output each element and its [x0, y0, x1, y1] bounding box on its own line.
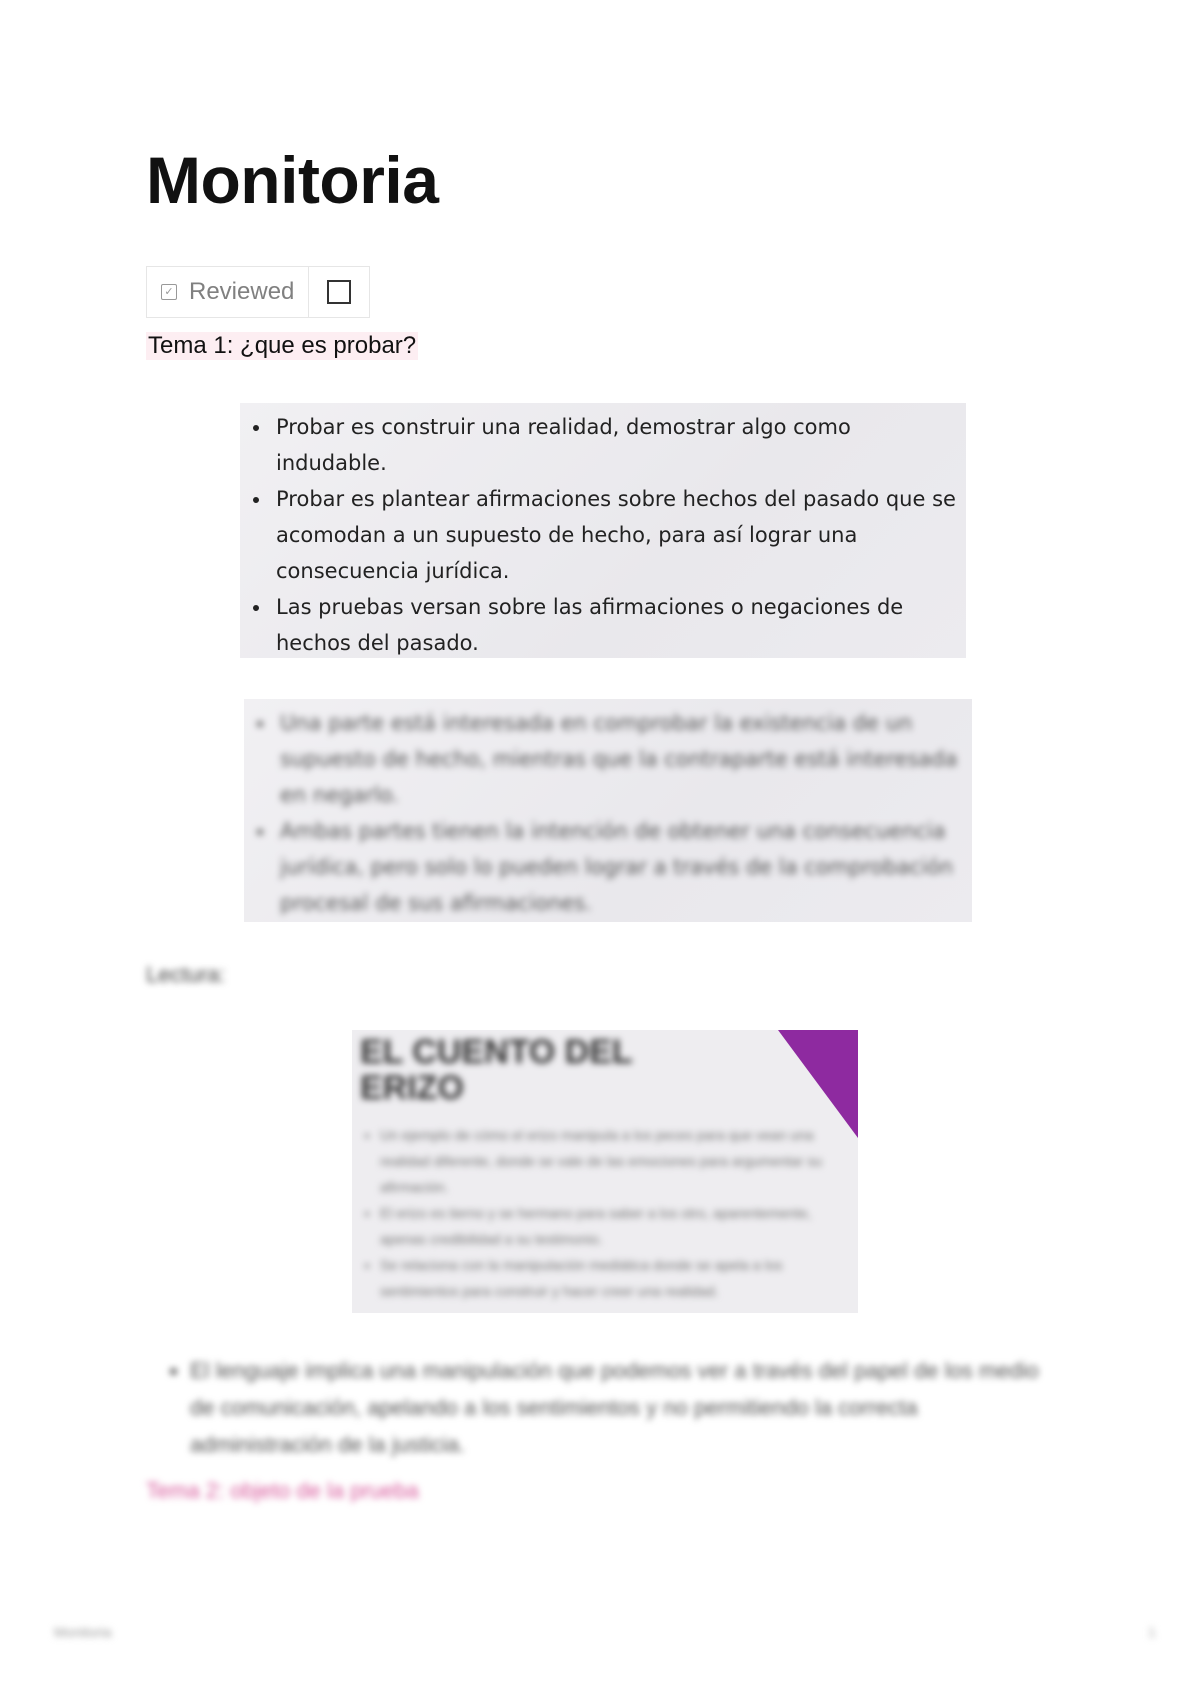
- list-item: • El erizo es tierno y se hermano para saber a los otro, aparentemente, apenas credibilidad a su testimonio.: [380, 1200, 848, 1252]
- list-item: • Ambas partes tienen la intención de obtener una consecuencia jurídica, pero solo lo pueden lograr a través de la comprobación procesal de sus afirmaciones.: [276, 813, 962, 921]
- slide-image-partes: [244, 699, 972, 922]
- checkbox-unchecked-icon: [327, 280, 351, 304]
- heading-tema-1: Tema 1: ¿que es probar?: [148, 332, 417, 359]
- page-title: Monitoria: [146, 143, 439, 217]
- lectura-label: Lectura:: [146, 962, 226, 987]
- reviewed-property-label: [147, 267, 309, 317]
- list-item: • Una parte está interesada en comprobar la existencia de un supuesto de hecho, mientras que la contraparte está interesada en negarlo.: [276, 705, 962, 813]
- list-item: • Las pruebas versan sobre las afirmaciones o negaciones de hechos del pasado.: [272, 589, 956, 658]
- list-item: • Se relaciona con la manipulación mediática donde se apela a los sentimientos para construir y hacer creer una realidad.: [380, 1252, 848, 1304]
- slide-image-probar: [240, 403, 966, 658]
- reviewed-label: Reviewed: [189, 278, 295, 305]
- list-item: • Probar es construir una realidad, demostrar algo como indudable.: [272, 409, 956, 481]
- list-item: • Un ejemplo de cómo el erizo manipula a los peces para que vean una realidad diferente, donde se vale de las emociones para argumentar su afirmación.: [380, 1122, 848, 1200]
- reviewed-property: [146, 266, 370, 318]
- list-item: • Probar es plantear afirmaciones sobre hechos del pasado que se acomodan a un supuesto de hecho, para así lograr una consecuencia jurídica.: [272, 481, 956, 589]
- checkbox-property-icon: ✓: [161, 284, 177, 300]
- footer-title: Monitoria: [54, 1624, 112, 1640]
- slide-title: EL CUENTO DEL ERIZO: [360, 1033, 633, 1107]
- slide-image-cuento-del-erizo: [352, 1030, 858, 1313]
- bullet-lenguaje: [160, 1352, 1060, 1463]
- heading-tema-2: Tema 2: objeto de la prueba: [146, 1478, 419, 1503]
- page-number: 1: [1148, 1624, 1156, 1640]
- list-item: • El lenguaje implica una manipulación que podemos ver a través del papel de los medio de comunicación, apelando a los sentimientos y no permitiendo la correcta administración de la justicia.: [190, 1352, 1060, 1463]
- reviewed-checkbox[interactable]: [309, 267, 369, 317]
